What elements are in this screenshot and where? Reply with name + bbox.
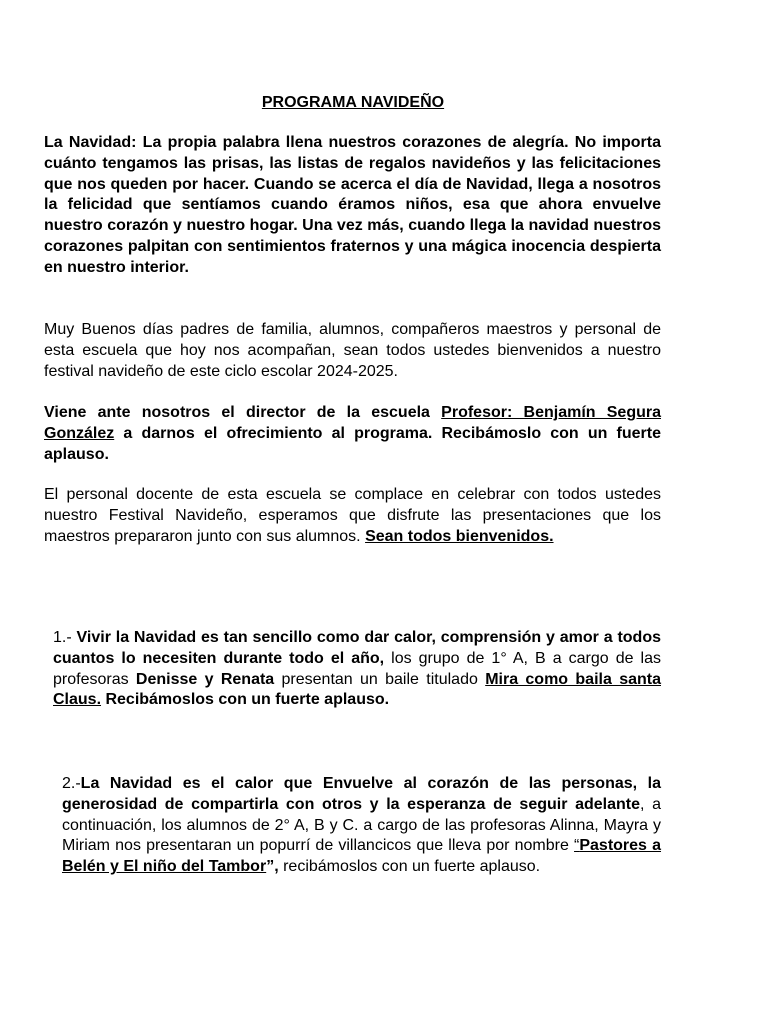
item-1-text: los grupo de 1° A, B a cargo de las profesoras bbox=[53, 649, 661, 688]
director-name: Profesor: Benjamín Segura González bbox=[44, 404, 661, 442]
staff-closing: Sean todos bienvenidos. bbox=[365, 527, 554, 545]
item-1-quote: Vivir la Navidad es tan sencillo como dar calor, comprensión y amor a todos cuantos lo necesiten durante todo el año, bbox=[53, 629, 662, 667]
director-paragraph bbox=[44, 403, 661, 465]
director-closing-text: a darnos el ofrecimiento al programa. Recibámoslo con un fuerte aplauso. bbox=[44, 424, 661, 463]
item-1-closing: Recibámoslos con un fuerte aplauso. bbox=[101, 691, 390, 709]
item-1-number: 1.- bbox=[53, 629, 77, 646]
program-item-2 bbox=[62, 774, 661, 878]
program-item-1 bbox=[53, 628, 661, 711]
item-2-text: , a continuación, los alumnos de 2° A, B y C. a cargo de las profesoras Alinna, Mayra y Miriam nos presentaran un popurrí de villancicos que lleva por nombre bbox=[62, 795, 661, 855]
item-2-open-quote: “ bbox=[574, 837, 580, 855]
staff-paragraph bbox=[44, 485, 661, 547]
item-2-closing: recibámoslos con un fuerte aplauso. bbox=[278, 858, 541, 876]
director-intro-text: Viene ante nosotros el director de la escuela bbox=[44, 404, 442, 421]
item-1-teachers: Denisse y Renata bbox=[135, 670, 275, 688]
item-2-quote: La Navidad es el calor que Envuelve al corazón de las personas, la generosidad de compartirla con otros y la esperanza de seguir adelante bbox=[62, 775, 661, 813]
item-2-close-quote: ”, bbox=[266, 858, 279, 876]
welcome-paragraph: Muy Buenos días padres de familia, alumnos, compañeros maestros y personal de esta escuela que hoy nos acompañan, sean todos ustedes bienvenidos a nuestro festival navideño de este ciclo escolar 2024-2025. bbox=[44, 321, 661, 380]
item-2-performance: Pastores a Belén y El niño del Tambor bbox=[62, 837, 662, 876]
page-title: PROGRAMA NAVIDEÑO bbox=[261, 94, 445, 111]
staff-text: El personal docente de esta escuela se complace en celebrar con todos ustedes nuestro Festival Navideño, esperamos que disfrute las presentaciones que los maestros prepararon junto con sus alumnos. bbox=[44, 486, 661, 545]
item-2-number: 2.- bbox=[62, 775, 81, 792]
item-1-performance: Mira como baila santa Claus. bbox=[53, 670, 661, 709]
intro-paragraph: La Navidad: La propia palabra llena nuestros corazones de alegría. No importa cuánto tengamos las prisas, las listas de regalos navideños y las felicitaciones que nos queden por hacer. Cuando se acerca el día de Navidad, llega a nosotros la felicidad que sentíamos cuando éramos niños, esa que ahora envuelve nuestro corazón y nuestro hogar. Una vez más, cuando llega la navidad nuestros corazones palpitan con sentimientos fraternos y una mágica inocencia despierta en nuestro interior. bbox=[44, 134, 661, 276]
item-1-text-2: presentan un baile titulado bbox=[274, 670, 486, 688]
